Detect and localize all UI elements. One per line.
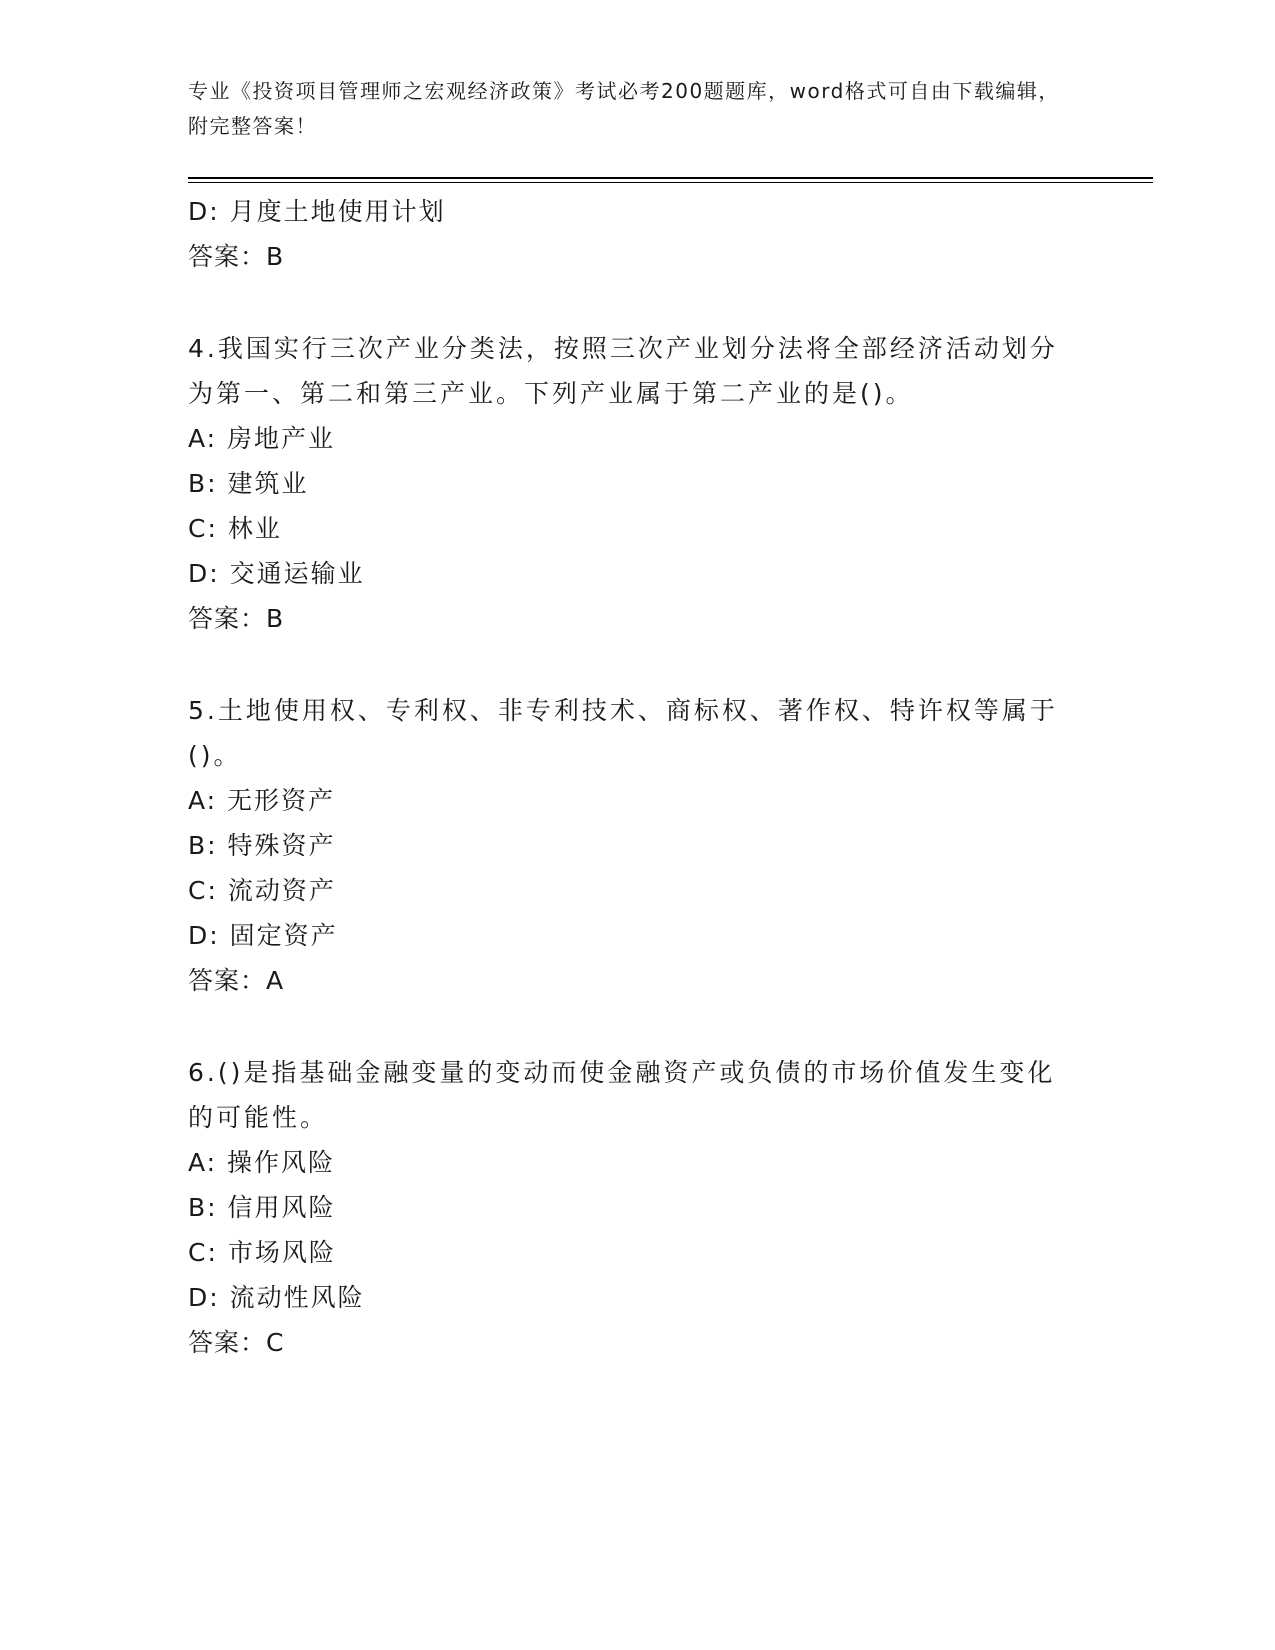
answer: 答案：A xyxy=(188,966,285,995)
option-b: B: 特殊资产 xyxy=(188,831,336,860)
question-text: 5.土地使用权、专利权、非专利技术、商标权、著作权、特许权等属于()。 xyxy=(188,696,1058,770)
option-b: B: 信用风险 xyxy=(188,1193,336,1222)
option-d: D: 交通运输业 xyxy=(188,559,365,588)
document-body xyxy=(188,189,1068,1365)
question-text: 4.我国实行三次产业分类法，按照三次产业划分法将全部经济活动划分为第一、第二和第三产业。下列产业属于第二产业的是()。 xyxy=(188,334,1058,408)
question-block xyxy=(188,326,1068,641)
question-block xyxy=(188,1050,1068,1365)
spacer xyxy=(188,279,1068,326)
option-d: D: 月度土地使用计划 xyxy=(188,197,446,226)
question-block xyxy=(188,688,1068,1003)
option-c: C: 林业 xyxy=(188,514,282,543)
option-d: D: 流动性风险 xyxy=(188,1283,365,1312)
answer: 答案：B xyxy=(188,604,285,633)
option-a: A: 无形资产 xyxy=(188,786,336,815)
document-header: 专业《投资项目管理师之宏观经济政策》考试必考200题题库，word格式可自由下载编辑，附完整答案！ xyxy=(188,79,1060,138)
question-text: 6.()是指基础金融变量的变动而使金融资产或负债的市场价值发生变化的可能性。 xyxy=(188,1058,1056,1132)
option-a: A: 操作风险 xyxy=(188,1148,336,1177)
option-d: D: 固定资产 xyxy=(188,921,338,950)
answer: 答案：C xyxy=(188,1328,285,1357)
option-b: B: 建筑业 xyxy=(188,469,309,498)
option-a: A: 房地产业 xyxy=(188,424,336,453)
spacer xyxy=(188,1003,1068,1050)
option-c: C: 流动资产 xyxy=(188,876,336,905)
option-c: C: 市场风险 xyxy=(188,1238,336,1267)
header-rule-thick xyxy=(188,177,1153,179)
header-rule-thin xyxy=(188,182,1153,183)
spacer xyxy=(188,641,1068,688)
answer: 答案：B xyxy=(188,242,285,271)
